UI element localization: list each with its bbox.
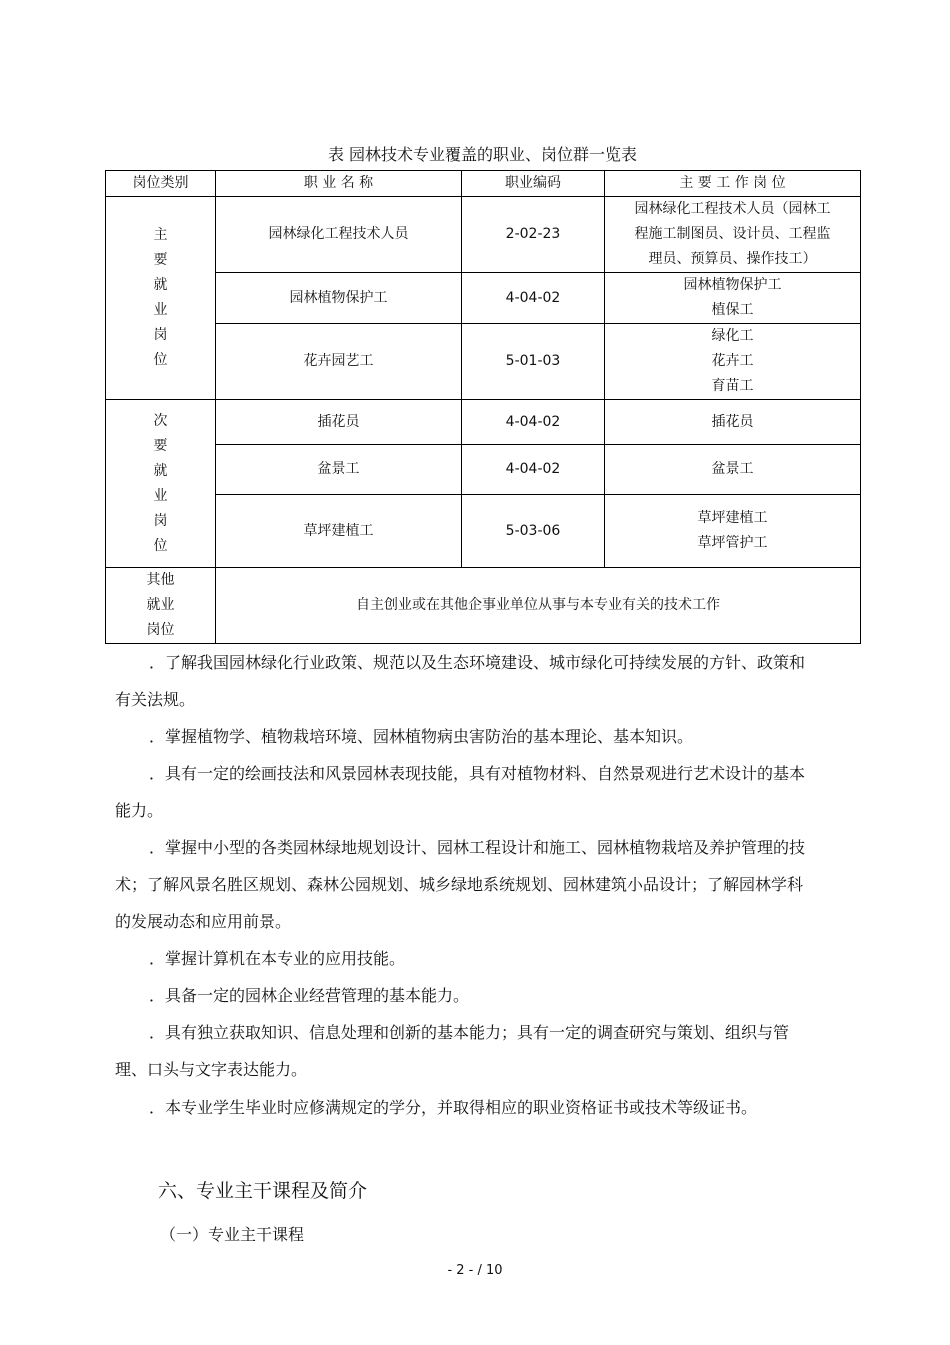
occupation-name: 盆景工 bbox=[216, 445, 462, 495]
table-row bbox=[106, 568, 861, 644]
other-description: 自主创业或在其他企事业单位从事与本专业有关的技术工作 bbox=[216, 568, 861, 644]
occupation-code: 5-01-03 bbox=[462, 324, 605, 400]
table-row bbox=[106, 273, 861, 324]
work-posts: 园林绿化工程技术人员（园林工 程施工制图员、设计员、工程监 理员、预算员、操作技工） bbox=[605, 197, 861, 273]
requirement-paragraph: ．具有独立获取知识、信息处理和创新的基本能力；具有一定的调查研究与策划、组织与管理、口头与文字表达能力。 bbox=[115, 1023, 790, 1079]
work-posts: 园林植物保护工 植保工 bbox=[605, 273, 861, 324]
occupation-code: 2-02-23 bbox=[462, 197, 605, 273]
requirement-paragraph: ．具备一定的园林企业经营管理的基本能力。 bbox=[149, 986, 470, 1005]
requirement-paragraph: ．具有一定的绘画技法和风景园林表现技能，具有对植物材料、自然景观进行艺术设计的基本能力。 bbox=[115, 764, 806, 820]
table-row bbox=[106, 495, 861, 568]
requirement-paragraph: ．掌握中小型的各类园林绿地规划设计、园林工程设计和施工、园林植物栽培及养护管理的技术；了解风景名胜区规划、森林公园规划、城乡绿地系统规划、园林建筑小品设计；了解园林学科的发展动态和应用前景。 bbox=[115, 838, 806, 931]
table-row bbox=[106, 445, 861, 495]
occupation-name: 园林植物保护工 bbox=[216, 273, 462, 324]
table-caption: 表 园林技术专业覆盖的职业、岗位群一览表 bbox=[327, 145, 638, 164]
occupation-code: 4-04-02 bbox=[462, 400, 605, 445]
category-primary: 主 要 就 业 岗 位 bbox=[106, 197, 216, 400]
header-occupation: 职 业 名 称 bbox=[216, 171, 462, 197]
requirement-paragraph: ．本专业学生毕业时应修满规定的学分，并取得相应的职业资格证书或技术等级证书。 bbox=[149, 1098, 758, 1117]
requirement-paragraph: ．掌握计算机在本专业的应用技能。 bbox=[149, 949, 406, 968]
occupation-code: 4-04-02 bbox=[462, 445, 605, 495]
table-header-row bbox=[106, 171, 861, 197]
table-row bbox=[106, 400, 861, 445]
occupation-code: 4-04-02 bbox=[462, 273, 605, 324]
occupation-name: 花卉园艺工 bbox=[216, 324, 462, 400]
occupation-name: 园林绿化工程技术人员 bbox=[216, 197, 462, 273]
header-category: 岗位类别 bbox=[106, 171, 216, 197]
work-posts: 绿化工 花卉工 育苗工 bbox=[605, 324, 861, 400]
table-row bbox=[106, 324, 861, 400]
section-heading: 六、专业主干课程及简介 bbox=[158, 1180, 368, 1202]
header-posts: 主 要 工 作 岗 位 bbox=[605, 171, 861, 197]
header-code: 职业编码 bbox=[462, 171, 605, 197]
occupation-name: 草坪建植工 bbox=[216, 495, 462, 568]
work-posts: 盆景工 bbox=[605, 445, 861, 495]
work-posts: 插花员 bbox=[605, 400, 861, 445]
category-other: 其他 就业 岗位 bbox=[106, 568, 216, 644]
page-number: - 2 - / 10 bbox=[447, 1263, 503, 1278]
work-posts: 草坪建植工 草坪管护工 bbox=[605, 495, 861, 568]
occupation-name: 插花员 bbox=[216, 400, 462, 445]
category-secondary: 次 要 就 业 岗 位 bbox=[106, 400, 216, 568]
occupation-table bbox=[105, 170, 861, 644]
occupation-code: 5-03-06 bbox=[462, 495, 605, 568]
table-row bbox=[106, 197, 861, 273]
requirement-paragraph: ．了解我国园林绿化行业政策、规范以及生态环境建设、城市绿化可持续发展的方针、政策和有关法规。 bbox=[115, 653, 806, 709]
requirement-paragraph: ．掌握植物学、植物栽培环境、园林植物病虫害防治的基本理论、基本知识。 bbox=[149, 727, 694, 746]
subsection-heading: （一）专业主干课程 bbox=[160, 1225, 305, 1244]
